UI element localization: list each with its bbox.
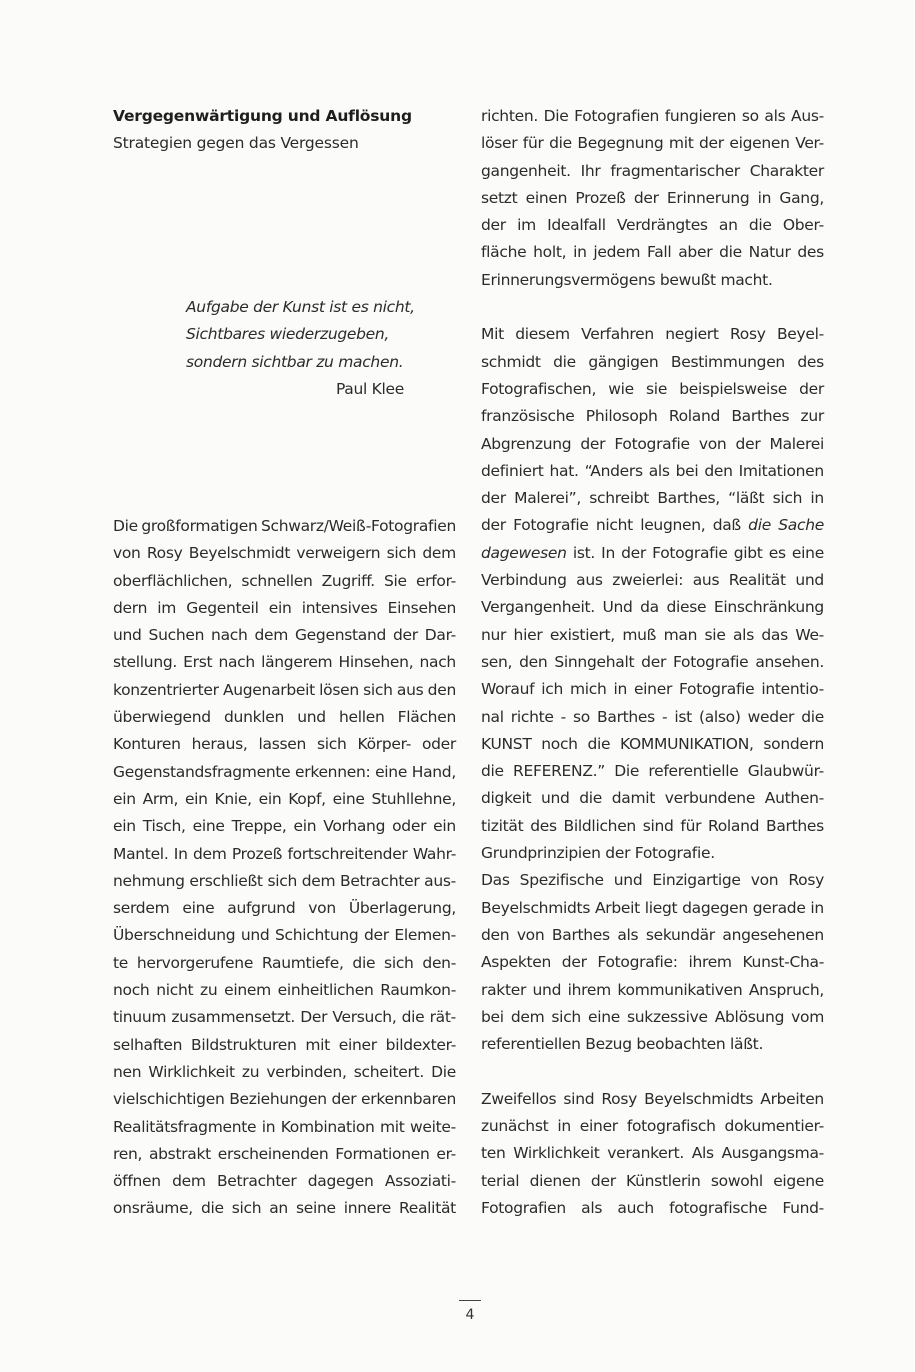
text-line: fläche holt, in jedem Fall aber die Natur des bbox=[481, 243, 824, 262]
text-line: definiert hat. “Anders als bei den Imitationen bbox=[481, 461, 824, 480]
text-line: Zweifellos sind Rosy Beyelschmidts Arbeiten bbox=[481, 1089, 824, 1108]
right-text-column bbox=[481, 103, 824, 1222]
text-line: oberflächlichen, schnellen Zugriff. Sie erfor- bbox=[113, 571, 456, 590]
text-line: Überschneidung und Schichtung der Elemen- bbox=[113, 926, 456, 945]
text-line: der im Idealfall Verdrängtes an die Ober- bbox=[481, 216, 824, 235]
text-line: serdem eine aufgrund von Überlagerung, bbox=[113, 899, 456, 918]
text-line: löser für die Begegnung mit der eigenen Ver- bbox=[481, 134, 824, 153]
text-line: terial dienen der Künstlerin sowohl eigene bbox=[481, 1171, 824, 1190]
text-line: zunächst in einer fotografisch dokumentier- bbox=[481, 1116, 824, 1135]
text-line: setzt einen Prozeß der Erinnerung in Gang, bbox=[481, 188, 824, 207]
text-line: Abgrenzung der Fotografie von der Malerei bbox=[481, 434, 824, 453]
page-number: 4 bbox=[465, 1307, 475, 1323]
text-line: Konturen heraus, lassen sich Körper- oder bbox=[113, 735, 456, 754]
quote-line: Sichtbares wiederzugeben, bbox=[186, 325, 390, 344]
text-line: richten. Die Fotografien fungieren so als Aus- bbox=[481, 107, 824, 125]
text-line: referentiellen Bezug beobachten läßt. bbox=[481, 1035, 764, 1054]
section-heading: Vergegenwärtigung und Auflösung bbox=[113, 107, 412, 125]
text-line: der Fotografie nicht leugnen, daß die Sache bbox=[481, 516, 824, 535]
text-line: gangenheit. Ihr fragmentarischer Charakter bbox=[481, 161, 824, 180]
text-line: Gegenstandsfragmente erkennen: eine Hand, bbox=[113, 762, 456, 781]
left-text-column bbox=[113, 513, 456, 1223]
text-line: Erinnerungsvermögens bewußt macht. bbox=[481, 270, 773, 289]
text-line: Das Spezifische und Einzigartige von Rosy bbox=[481, 871, 824, 890]
text-line: tizität des Bildlichen sind für Roland Barthes bbox=[481, 816, 824, 835]
text-line: nur hier existiert, muß man sie als das We- bbox=[481, 625, 824, 644]
text-line: und Suchen nach dem Gegenstand der Dar- bbox=[113, 626, 456, 645]
text-line: ren, abstrakt erscheinenden Formationen er- bbox=[113, 1144, 456, 1163]
text-line: Verbindung aus zweierlei: aus Realität und bbox=[481, 571, 824, 590]
text-line: schmidt die gängigen Bestimmungen des bbox=[481, 352, 824, 371]
text-line: die REFERENZ.” Die referentielle Glaubwür- bbox=[481, 762, 824, 781]
text-line: vielschichtigen Beziehungen der erkennbaren bbox=[113, 1090, 456, 1109]
text-line: dagewesen ist. In der Fotografie gibt es eine bbox=[481, 543, 824, 562]
text-line: bei dem sich eine sukzessive Ablösung vom bbox=[481, 1007, 824, 1026]
text-line: konzentrierter Augenarbeit lösen sich aus den bbox=[113, 680, 456, 699]
quote-author: Paul Klee bbox=[335, 380, 404, 398]
text-line: nehmung erschließt sich dem Betrachter aus- bbox=[113, 871, 456, 890]
text-line: Realitätsfragmente in Kombination mit weite- bbox=[113, 1117, 456, 1136]
text-line: onsräume, die sich an seine innere Realität bbox=[113, 1199, 456, 1218]
text-line: selhaften Bildstrukturen mit einer bildexter- bbox=[113, 1035, 456, 1054]
text-line: KUNST noch die KOMMUNIKATION, sondern bbox=[481, 734, 824, 753]
quote-line: sondern sichtbar zu machen. bbox=[186, 352, 404, 371]
text-line: sen, den Sinngehalt der Fotografie ansehen. bbox=[481, 652, 824, 671]
text-line: Fotografischen, wie sie beispielsweise der bbox=[481, 379, 824, 398]
text-line: dern im Gegenteil ein intensives Einsehen bbox=[113, 598, 456, 617]
text-line: Mantel. In dem Prozeß fortschreitender Wahr- bbox=[113, 844, 456, 863]
text-line: stellung. Erst nach längerem Hinsehen, nach bbox=[113, 653, 456, 672]
text-line: Grundprinzipien der Fotografie. bbox=[481, 844, 715, 863]
text-line: Aspekten der Fotografie: ihrem Kunst-Cha- bbox=[481, 953, 824, 972]
text-line: überwiegend dunklen und hellen Flächen bbox=[113, 708, 456, 727]
text-line: noch nicht zu einem einheitlichen Raumkon- bbox=[113, 981, 456, 1000]
text-line: Mit diesem Verfahren negiert Rosy Beyel- bbox=[481, 325, 824, 344]
text-line: Vergangenheit. Und da diese Einschränkung bbox=[481, 598, 824, 617]
page-number-rule bbox=[459, 1300, 481, 1301]
text-line: digkeit und die damit verbundene Authen- bbox=[481, 789, 824, 808]
text-line: von Rosy Beyelschmidt verweigern sich dem bbox=[113, 544, 456, 563]
text-line: der Malerei”, schreibt Barthes, “läßt sich in bbox=[481, 489, 824, 508]
text-line: ein Tisch, eine Treppe, ein Vorhang oder ein bbox=[113, 817, 456, 836]
section-subheading: Strategien gegen das Vergessen bbox=[113, 134, 359, 152]
text-line: nen Wirklichkeit zu verbinden, scheitert. Die bbox=[113, 1062, 456, 1081]
text-line: französische Philosoph Roland Barthes zur bbox=[481, 407, 824, 426]
text-line: Worauf ich mich in einer Fotografie intentio- bbox=[481, 680, 824, 699]
text-line: öffnen dem Betrachter dagegen Assoziati- bbox=[113, 1172, 456, 1191]
text-line: tinuum zusammensetzt. Der Versuch, die rät- bbox=[113, 1008, 456, 1027]
text-line: den von Barthes als sekundär angesehenen bbox=[481, 925, 824, 944]
epigraph-quote bbox=[186, 294, 466, 376]
text-line: Beyelschmidts Arbeit liegt dagegen gerade in bbox=[481, 898, 824, 917]
text-line: ten Wirklichkeit verankert. Als Ausgangsma- bbox=[481, 1144, 824, 1163]
quote-line: Aufgabe der Kunst ist es nicht, bbox=[186, 298, 415, 316]
text-line: te hervorgerufene Raumtiefe, die sich den- bbox=[113, 953, 456, 972]
text-line: rakter und ihrem kommunikativen Anspruch, bbox=[481, 980, 824, 999]
text-line: nal richte - so Barthes - ist (also) weder die bbox=[481, 707, 824, 726]
text-line: ein Arm, ein Knie, ein Kopf, eine Stuhllehne, bbox=[113, 789, 456, 808]
text-line: Die großformatigen Schwarz/Weiß-Fotografien bbox=[113, 517, 456, 535]
text-line: Fotografien als auch fotografische Fund- bbox=[481, 1198, 824, 1217]
